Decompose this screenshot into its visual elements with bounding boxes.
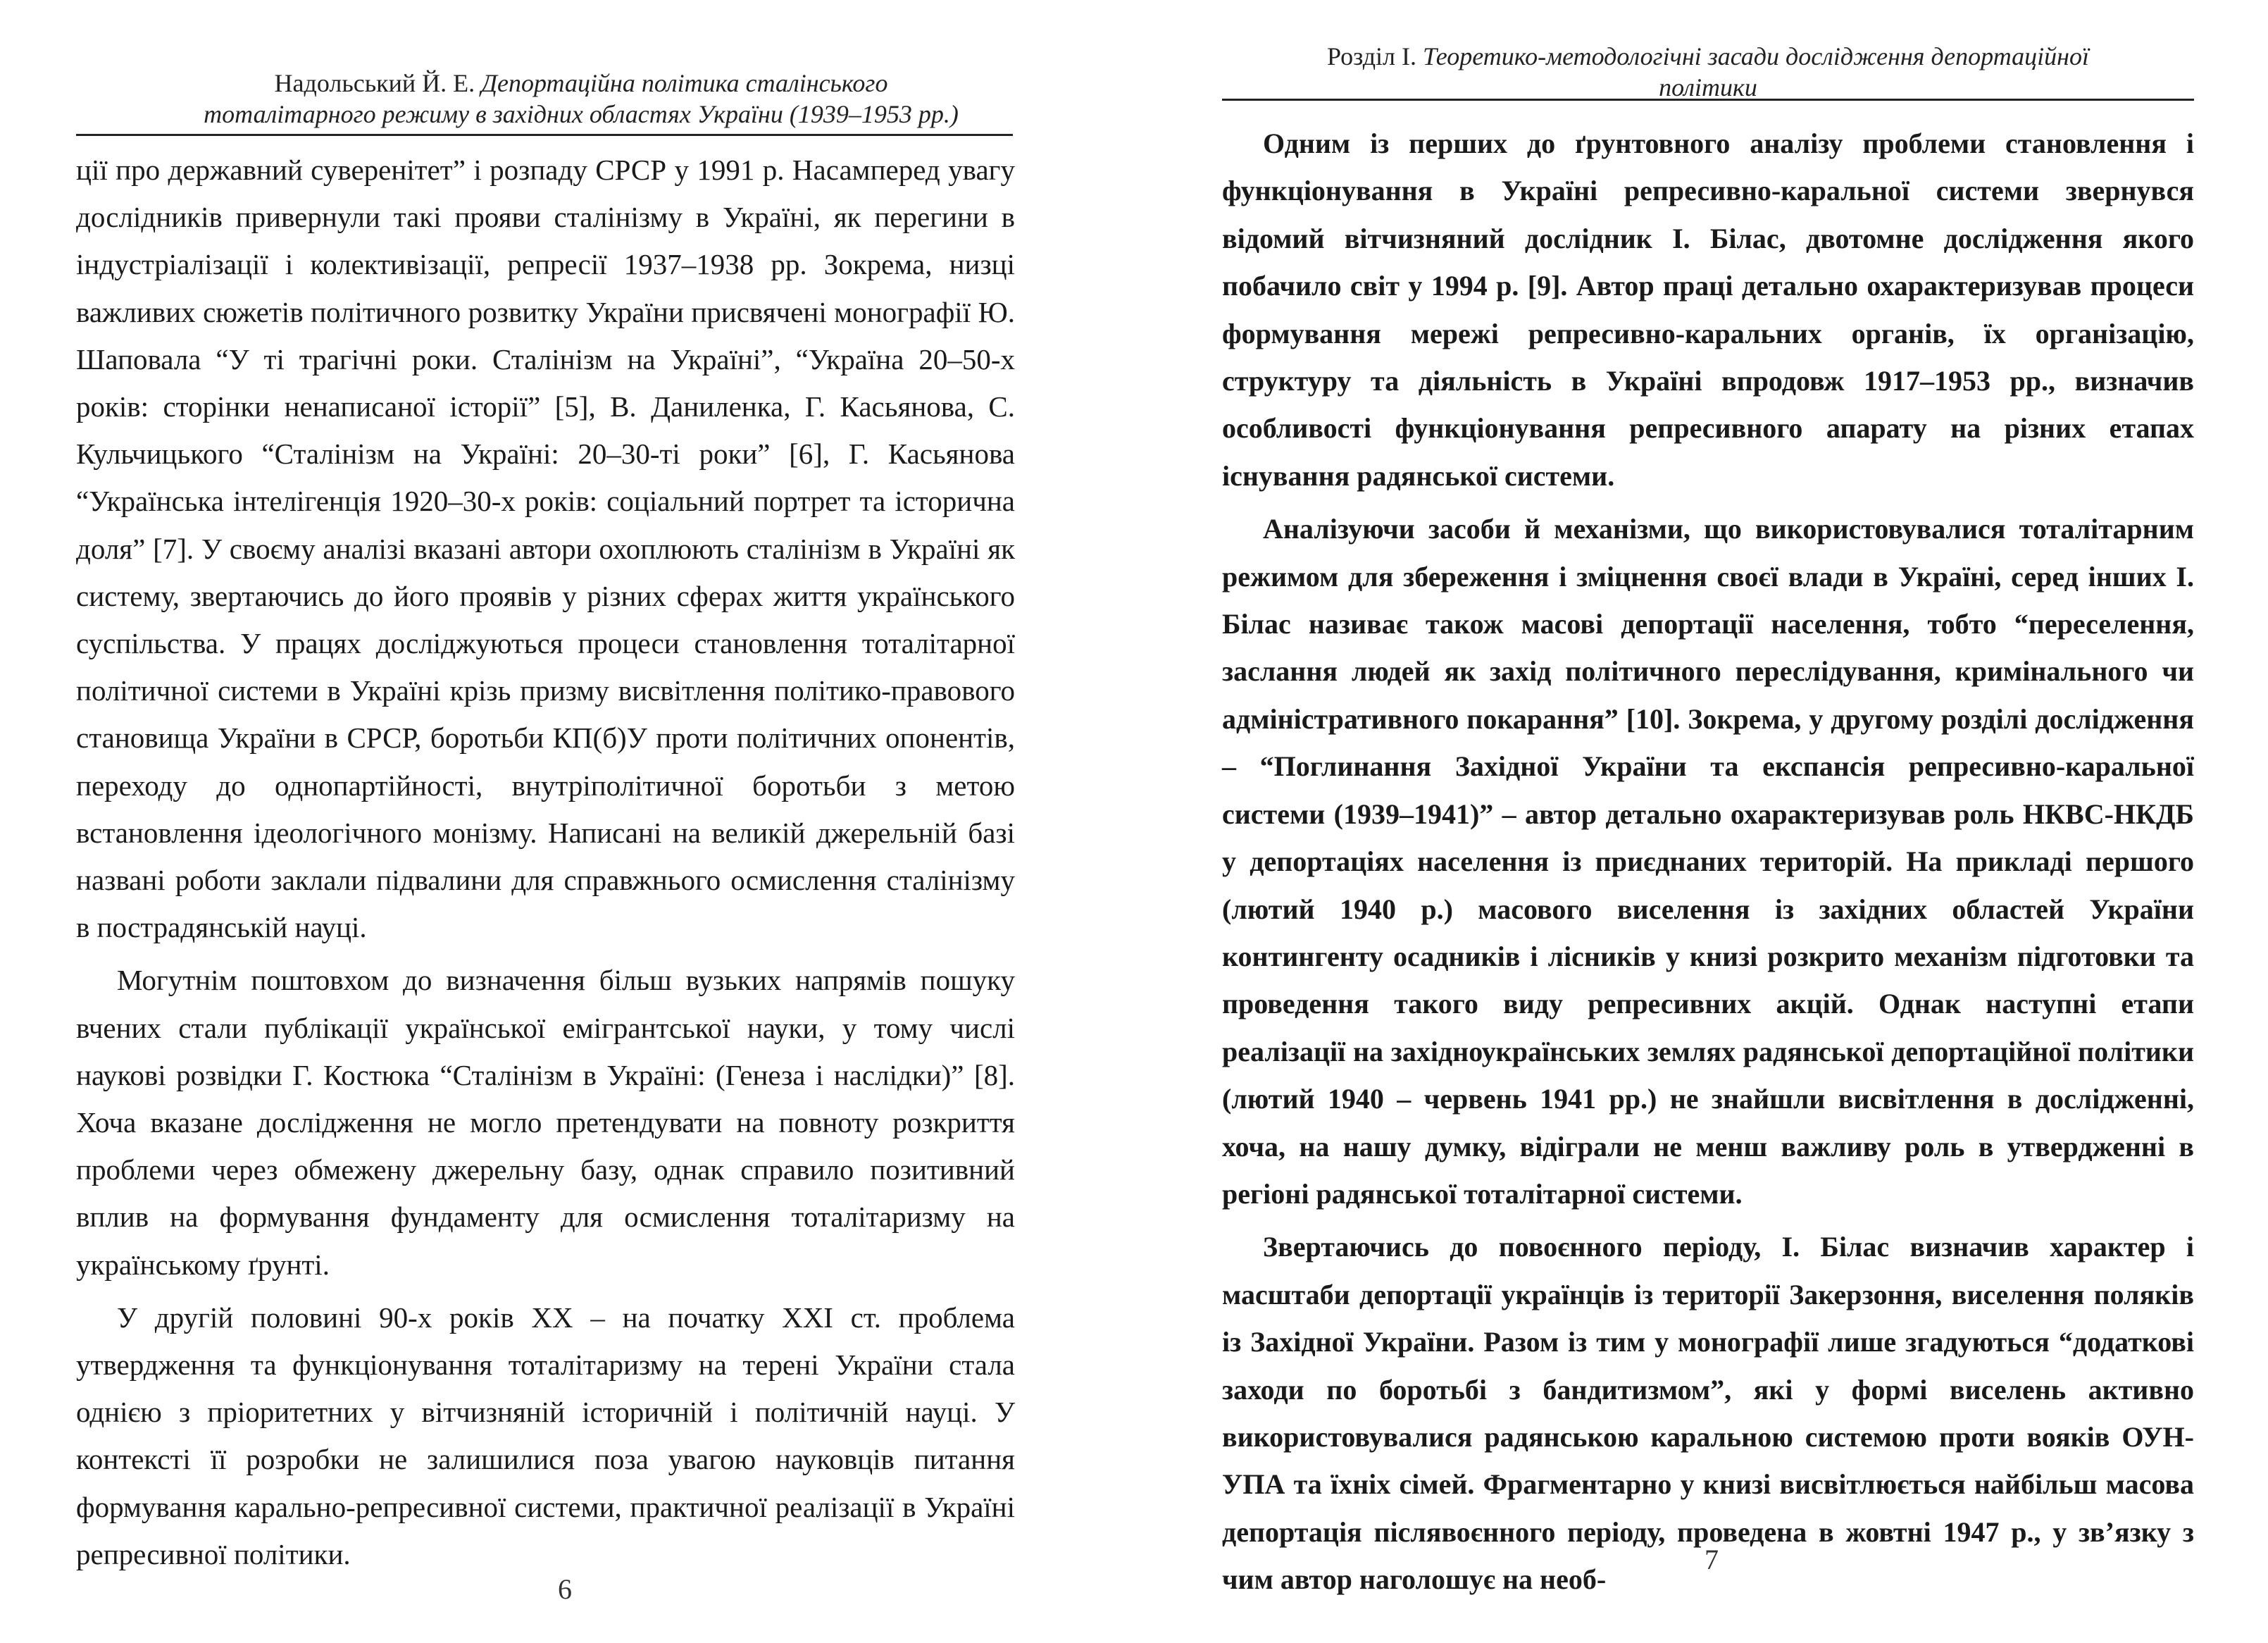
header-rule-left [76,134,1013,136]
body-text-left [76,147,1015,1578]
header-author: Надольський Й. Е. [274,69,475,97]
header-rule-right [1222,99,2194,101]
paragraph: Могутнім поштовхом до визначення більш вузьких напрямів пошуку вчених стали публікації української емігрантської науки, у тому числі наукові розвідки Г. Костюка “Сталінізм в Україні: (Генеза і наслідки)” [8]. Хоча вказане дослідження не могло претендувати на повноту розкриття проблеми через обмежену джерельну базу, однак справило позитивний вплив на формування фундаменту для осмислення тоталітаризму на українському ґрунті. [76,964,1015,1281]
header-section-title-part2: політики [1659,73,1757,101]
header-book-title-part1: Депортаційна політика сталінського [481,69,888,97]
paragraph: Аналізуючи засоби й механізми, що використовувалися тоталітарним режимом для збереження і зміцнення своєї влади в Україні, серед інших І. Білас називає також масові депортації населення, тобто “переселення, заслання людей як захід політичного переслідування, кримінального чи адміністративного покарання” [10]. Зокрема, у другому розділі дослідження – “Поглинання Західної України та експансія репресивно-каральної системи (1939–1941)” – автор детально охарактеризував роль НКВС-НКДБ у депортаціях населення із приєднаних територій. На прикладі першого (лютий 1940 р.) масового виселення із західних областей України контингенту осадників і лісників у книзі розкрито механізм підготовки та проведення такого виду репресивних акцій. Однак наступні етапи реалізації на західноукраїнських землях радянської депортаційної політики (лютий 1940 – червень 1941 рр.) не знайшли висвітлення в дослідженні, хоча, на нашу думку, відіграли не менш важливу роль в утвердженні в регіоні радянської тоталітарної системи. [1222,513,2194,1210]
header-section: Розділ І. [1327,42,1416,70]
body-text-right [1222,120,2194,1604]
paragraph: Звертаючись до повоєнного періоду, І. Білас визначив характер і масштаби депортації українців із території Закерзоння, виселення поляків із Західної України. Разом із тим у монографії лише згадуються “додаткові заходи по боротьбі з бандитизмом”, які у формі виселень активно використовувалися радянською каральною системою проти вояків ОУН-УПА та їхніх сімей. Фрагментарно у книзі висвітлюється найбільш масова депортація післявоєнного періоду, проведена в жовтні 1947 р., у зв’язку з чим автор наголошує на необ- [1222,1231,2194,1596]
paragraph: У другій половині 90-х років XX – на початку XXI ст. проблема утвердження та функціонування тоталітаризму на терені України стала однією з пріоритетних у вітчизняній історичній і політичній науці. У контексті її розробки не залишилися поза увагою науковців питання формування карально-репресивної системи, практичної реалізації в Україні репресивної політики. [76,1301,1015,1570]
running-header-right [1222,41,2194,103]
right-page [1134,0,2268,1643]
header-section-title-part1: Теоретико-методологічні засади дослідження депортаційної [1422,42,2089,70]
page-number-right: 7 [1705,1544,1719,1575]
page-number-left: 6 [558,1573,572,1605]
paragraph: Одним із перших до ґрунтовного аналізу проблеми становлення і функціонування в Україні репресивно-каральної системи звернувся відомий вітчизняний дослідник І. Білас, двотомне дослідження якого побачило світ у 1994 р. [9]. Автор праці детально охарактеризував процеси формування мережі репресивно-каральних органів, їх організацію, структуру та діяльність в Україні впродовж 1917–1953 рр., визначив особливості функціонування репресивного апарату на різних етапах існування радянської системи. [1222,128,2194,492]
running-header-left [141,68,1021,130]
header-book-title-part2: тоталітарного режиму в західних областях України (1939–1953 рр.) [204,100,959,128]
paragraph: ції про державний суверенітет” і розпаду СРСР у 1991 р. Насамперед увагу дослідників привернули такі прояви сталінізму в Україні, як перегини в індустріалізації і колективізації, репресії 1937–1938 рр. Зокрема, низці важливих сюжетів політичного розвитку України присвячені монографії Ю. Шаповала “У ті трагічні роки. Сталінізм на Україні”, “Україна 20–50-х років: сторінки ненаписаної історії” [5], В. Даниленка, Г. Касьянова, С. Кульчицького “Сталінізм на Україні: 20–30-ті роки” [6], Г. Касьянова “Українська інтелігенція 1920–30-х років: соціальний портрет та історична доля” [7]. У своєму аналізі вказані автори охоплюють сталінізм в Україні як систему, звертаючись до його проявів у різних сферах життя українського суспільства. У працях досліджуються процеси становлення тоталітарної політичної системи в Україні крізь призму висвітлення політико-правового становища України в СРСР, боротьби КП(б)У проти політичних опонентів, переходу до однопартійності, внутріполітичної боротьби з метою встановлення ідеологічного монізму. Написані на великій джерельній базі названі роботи заклали підвалини для справжнього осмислення сталінізму в пострадянській науці. [76,154,1015,944]
